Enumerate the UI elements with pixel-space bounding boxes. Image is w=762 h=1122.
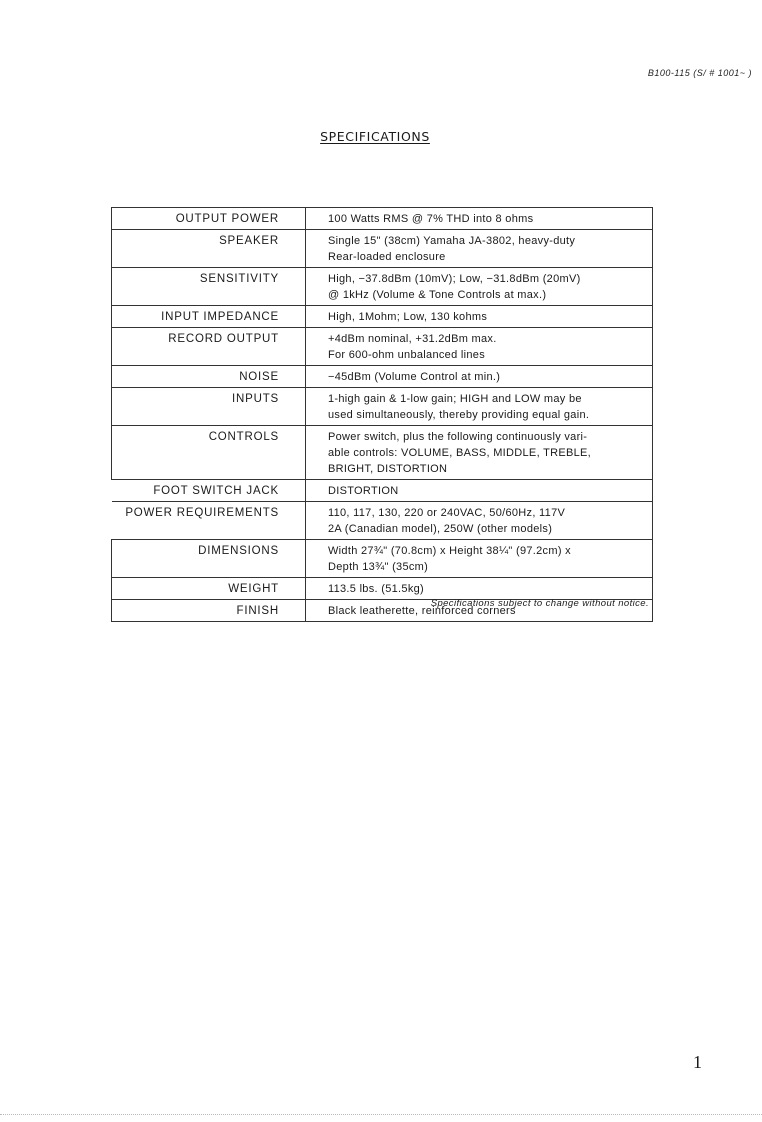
specifications-note: Specifications subject to change without notice. <box>430 598 649 609</box>
spec-value-line: 2A (Canadian model), 250W (other models) <box>328 523 553 535</box>
spec-value-line: 1-high gain & 1-low gain; HIGH and LOW may be <box>328 393 582 405</box>
spec-value <box>306 306 653 328</box>
spec-value <box>306 540 653 578</box>
spec-value <box>306 578 653 600</box>
spec-value <box>306 426 653 480</box>
spec-row <box>112 208 653 230</box>
spec-label: FOOT SWITCH JACK <box>112 480 306 502</box>
page-title-wrapper <box>0 129 750 144</box>
spec-label: CONTROLS <box>112 426 306 480</box>
spec-value-line: Rear-loaded enclosure <box>328 251 446 263</box>
spec-value-line: 113.5 lbs. (51.5kg) <box>328 583 424 595</box>
spec-value-line: used simultaneously, thereby providing equal gain. <box>328 409 590 421</box>
specifications-table <box>111 207 653 622</box>
spec-label: POWER REQUIREMENTS <box>112 502 306 540</box>
specifications-table-body <box>112 208 653 622</box>
spec-value-line: Depth 13¾" (35cm) <box>328 561 429 573</box>
spec-row <box>112 366 653 388</box>
spec-label: SPEAKER <box>112 230 306 268</box>
spec-value-line: able controls: VOLUME, BASS, MIDDLE, TREBLE, <box>328 447 592 459</box>
spec-value-line: 110, 117, 130, 220 or 240VAC, 50/60Hz, 117V <box>328 507 566 519</box>
spec-label: RECORD OUTPUT <box>112 328 306 366</box>
spec-row <box>112 578 653 600</box>
spec-label: WEIGHT <box>112 578 306 600</box>
spec-label: SENSITIVITY <box>112 268 306 306</box>
spec-value-line: Width 27¾" (70.8cm) x Height 38¼" (97.2cm) x <box>328 545 571 557</box>
spec-label: OUTPUT POWER <box>112 208 306 230</box>
bottom-rule <box>0 1114 762 1115</box>
spec-row <box>112 328 653 366</box>
spec-label: DIMENSIONS <box>112 540 306 578</box>
spec-value <box>306 480 653 502</box>
spec-value <box>306 268 653 306</box>
spec-row <box>112 502 653 540</box>
spec-value <box>306 328 653 366</box>
spec-value-line: High, 1Mohm; Low, 130 kohms <box>328 311 488 323</box>
spec-value-line: −45dBm (Volume Control at min.) <box>328 371 501 383</box>
spec-row <box>112 480 653 502</box>
spec-row <box>112 230 653 268</box>
spec-value <box>306 388 653 426</box>
spec-value-line: BRIGHT, DISTORTION <box>328 463 448 475</box>
spec-value-line: High, −37.8dBm (10mV); Low, −31.8dBm (20mV) <box>328 273 581 285</box>
spec-value <box>306 366 653 388</box>
spec-value-line: Black leatherette, reinforced corners <box>328 605 516 617</box>
spec-row <box>112 540 653 578</box>
spec-label: FINISH <box>112 600 306 622</box>
spec-row <box>112 268 653 306</box>
spec-row <box>112 426 653 480</box>
spec-row <box>112 388 653 426</box>
page-title: SPECIFICATIONS <box>320 129 430 144</box>
spec-value <box>306 208 653 230</box>
spec-value-line: Single 15" (38cm) Yamaha JA-3802, heavy-duty <box>328 235 576 247</box>
spec-label: INPUTS <box>112 388 306 426</box>
spec-label: INPUT IMPEDANCE <box>112 306 306 328</box>
spec-value-line: +4dBm nominal, +31.2dBm max. <box>328 333 497 345</box>
spec-value-line: 100 Watts RMS @ 7% THD into 8 ohms <box>328 213 534 225</box>
spec-value <box>306 502 653 540</box>
spec-value-line: For 600-ohm unbalanced lines <box>328 349 485 361</box>
spec-label: NOISE <box>112 366 306 388</box>
spec-value-line: @ 1kHz (Volume & Tone Controls at max.) <box>328 289 547 301</box>
spec-value-line: DISTORTION <box>328 485 399 497</box>
page-number: 1 <box>693 1052 702 1072</box>
spec-value-line: Power switch, plus the following continuously vari- <box>328 431 588 443</box>
spec-value <box>306 230 653 268</box>
document-code: B100-115 (S/ # 1001~ ) <box>647 68 752 78</box>
spec-row <box>112 306 653 328</box>
